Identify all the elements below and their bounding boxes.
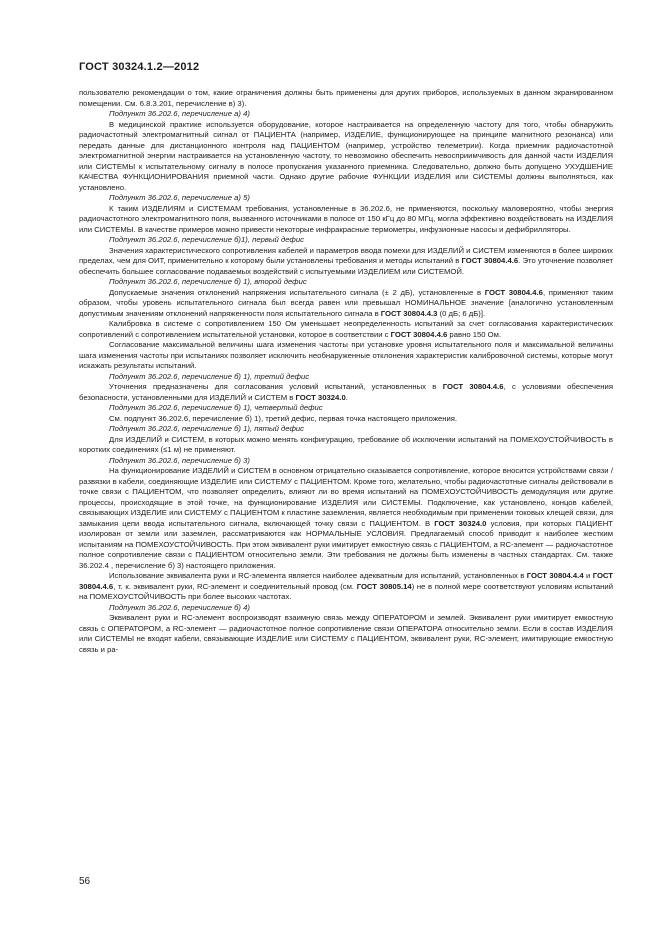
subclause-heading	[79, 109, 613, 120]
standard-reference: ГОСТ 30804.4.3	[380, 308, 438, 318]
body-paragraph	[79, 382, 613, 403]
text-run: Использование эквивалента руки и RC-элемента является наиболее адекватным для испытаний, установленных в	[109, 571, 527, 580]
page-header-title: ГОСТ 30324.1.2—2012	[79, 61, 200, 73]
subclause-heading	[79, 193, 613, 204]
text-run: и	[583, 571, 593, 580]
text-run: Подпункт 36.202.6, перечисление б) 4)	[109, 602, 250, 612]
text-run: ) не в полной мере соответствуют условиям испытаний на ПОМЕХОУСТОЙЧИВОСТЬ при более высоких частотах.	[79, 581, 614, 601]
text-run: условия, при которых ПАЦИЕНТ изолирован от земли или заземлен, рассматриваются как НОРМАЛЬНЫЕ УСЛОВИЯ. Предлагаемый способ приводит к наиболее жестким испытаниям на ПОМЕХОУСТОЙЧИВОСТЬ. При этом эквивалент руки имитирует емкостную связь с ПАЦИЕНТОМ, а RC-элемент — радиочастотное полное сопротивление связи с ПАЦИЕНТОМ относительно земли. Эти требования не должны быть изменены в частных стандартах. См. также 36.202.4 , перечисление б) 3) настоящего приложения.	[79, 518, 614, 570]
body-paragraph	[79, 88, 613, 109]
body-paragraph	[79, 204, 613, 236]
text-run: На функционирование ИЗДЕЛИЙ и СИСТЕМ в основном отрицательно сказывается сопротивление, которое вносится устройствами связи / развязки в кабели, соединяющие ИЗДЕЛИЕ или СИСТЕМУ с ПАЦИЕНТОМ. Кроме того, желательно, чтобы радиочастотные сигналы действовали в точке связи с ПАЦИЕНТОМ, что позволяет определить, влияют ли во время испытаний на ПОМЕХОУСТОЙЧИВОСТЬ демодуляция или другие процессы, происходящие в этой точке, на функционирование ИЗДЕЛИЯ или СИСТЕМЫ. Подключение, как установлено, концов кабелей, связывающих ИЗДЕЛИЕ или СИСТЕМУ с ПАЦИЕНТОМ к пластине заземления, является необходимым при применении токовых клещей связи, для замыкания цепи ввода испытательного сигнала, включающей точку связи с ПАЦИЕНТОМ. В	[79, 466, 613, 528]
subclause-heading	[79, 424, 613, 435]
text-run: пользователю рекомендации о том, какие ограничения должны быть применены для других приборов, используемых в данном экранированном помещении. См. 6.8.3.201, перечисление в) 3).	[79, 88, 613, 108]
text-run: Допускаемые значения отклонений напряжения испытательного сигнала (± 2 дБ), установленные в	[109, 287, 485, 297]
text-run: Уточнения предназначены для согласования условий испытаний, установленных в	[109, 382, 443, 391]
text-run: Подпункт 36.202.6, перечисление б) 3)	[109, 455, 250, 465]
body-paragraph	[79, 414, 613, 425]
subclause-heading	[79, 372, 613, 383]
text-run: См. подпункт 36.202.6, перечисление б) 1), третий дефис, первая точка настоящего приложения.	[109, 413, 458, 423]
text-run: равно 150 Ом.	[447, 329, 502, 339]
text-run: (0 дБ; 6 дБ)].	[437, 308, 486, 318]
text-run: Подпункт 36.202.6, перечисление а) 4)	[109, 109, 250, 118]
text-run: Подпункт 36.202.6, перечисление б) 1), второй дефис	[109, 277, 307, 286]
body-paragraph	[79, 340, 613, 372]
body-paragraph	[79, 120, 613, 194]
body-paragraph	[79, 246, 613, 278]
standard-reference: ГОСТ 30804.4.6	[442, 382, 504, 391]
text-run: Подпункт 36.202.6, перечисление б)1), первый дефис	[109, 235, 304, 244]
text-run: Подпункт 36.202.6, перечисление б) 1), пятый дефис	[109, 424, 305, 433]
text-run: Калибровка в системе с сопротивлением 150 Ом уменьшает неопределенность испытаний за счет согласования характеристических сопротивлений с сопротивлением испытательной установки, которое в соответствии с	[79, 319, 613, 339]
standard-reference: ГОСТ 30804.4.6	[79, 571, 613, 591]
text-run: Для ИЗДЕЛИЙ и СИСТЕМ, в которых можно менять конфигурацию, требование об исключении испытаний на ПОМЕХОУСТОЙЧИВОСТЬ в коротких соединениях (≤1 м) не применяют.	[79, 434, 613, 454]
standard-reference: ГОСТ 30804.4.6	[390, 329, 448, 339]
subclause-heading	[79, 456, 613, 467]
document-body	[79, 88, 613, 655]
body-paragraph	[79, 288, 613, 320]
body-paragraph	[79, 571, 613, 603]
body-paragraph	[79, 319, 613, 340]
subclause-heading	[79, 403, 613, 414]
text-run: Подпункт 36.202.6, перечисление б) 1), третий дефис	[109, 371, 310, 381]
body-paragraph	[79, 466, 613, 571]
text-run: В медицинской практике используется оборудование, которое настраивается на определенную частоту для того, чтобы обнаружить радиочастотный электромагнитный сигнал от ПАЦИЕНТА (например, ИЗДЕЛИЕ, функционирующее на принципе магнитного резонанса) или передать данные для дистанционного контроля над ПАЦИЕНТОМ (например, устройство телеметрии). Когда приемник радиочастотной электромагнитной энергии настраивается на установленную частоту, то невозможно обеспечить невосприимчивость для данной части ИЗДЕЛИЯ или СИСТЕМЫ к испытательному сигналу в полосе пропускания указанного приемника. Следовательно, должно быть допущено УХУДШЕНИЕ КАЧЕСТВА ФУНКЦИОНИРОВАНИЯ приемной части. Однако другие рабочие ФУНКЦИИ ИЗДЕЛИЯ или СИСТЕМЫ должны выполняться, как установлено.	[79, 119, 613, 192]
standard-reference: ГОСТ 30804.4.6	[461, 256, 519, 265]
text-run: . Это уточнение позволяет обеспечить большее согласование подаваемых воздействий с испытуемыми ИЗДЕЛИЕМ или СИСТЕМОЙ.	[79, 256, 613, 276]
body-paragraph	[79, 613, 613, 655]
text-run: Значения характеристического сопротивления кабелей и параметров ввода помехи для ИЗДЕЛИЙ и СИСТЕМ изменяются в более широких пределах, чем для ОИТ, применительно к которому были установлены требования и методы испытаний в	[79, 245, 613, 265]
text-run: Подпункт 36.202.6, перечисление а) 5)	[109, 193, 250, 202]
text-run: Подпункт 36.202.6, перечисление б) 1), четвертый дефис	[109, 403, 323, 412]
text-run: .	[345, 392, 348, 402]
page-number: 56	[79, 876, 91, 887]
subclause-heading	[79, 235, 613, 246]
standard-reference: ГОСТ 30805.14	[356, 581, 412, 591]
text-run: К таким ИЗДЕЛИЯМ и СИСТЕМАМ требования, установленные в 36.202.6, не применяются, поскольку маловероятно, чтобы энергия радиочастотного электромагнитного поля, вызванного источниками в полосе от 150 кГц до 80 МГц, могла эффективно воздействовать на ИЗДЕЛИЯ или СИСТЕМЫ. В качестве примеров можно привести некоторые инфракрасные термометры, инфузионные насосы и дефибрилляторы.	[79, 203, 613, 234]
text-run: , т. к. эквивалент руки, RC-элемент и соединительный провод (см.	[113, 581, 357, 591]
standard-reference: ГОСТ 30324.0	[295, 392, 346, 402]
text-run: Согласование максимальной величины шага изменения частоты при установке уровня испытательного поля и максимальной величины шага изменения частоты при испытаниях позволяет исключить необнаруженные отклонения характеристик калибровочной системы, которые могут искажать результаты испытаний.	[79, 340, 613, 370]
subclause-heading	[79, 277, 613, 288]
text-run: , с условиями обеспечения безопасности, установленными для ИЗДЕЛИЙ и СИСТЕМ в	[79, 382, 613, 402]
standard-reference: ГОСТ 30804.4.6	[484, 287, 543, 297]
standard-reference: ГОСТ 30324.0	[434, 518, 487, 528]
subclause-heading	[79, 603, 613, 614]
text-run: Эквивалент руки и RC-элемент воспроизводят взаимную связь между ОПЕРАТОРОМ и землей. Эквивалент руки имитирует емкостную связь с ОПЕРАТОРОМ, а RC-элемент — радиочастотное полное сопротивление связи ОПЕРАТОРА относительно земли. Если в состав ИЗДЕЛИЯ или СИСТЕМЫ не входят кабели, связывающие ИЗДЕЛИЕ или СИСТЕМУ с ПАЦИЕНТОМ, эквивалент руки, RC-элемент, имитирующие емкостную связь и ра-	[79, 613, 613, 654]
standard-reference: ГОСТ 30804.4.4	[526, 571, 584, 580]
text-run: , применяют таким образом, чтобы уровень испытательного сигнала был всегда равен или превышал НОМИНАЛЬНОЕ значение [аналогично установленным допустимым значениям отклонений напряженности поля испытательного сигнала в	[79, 287, 613, 318]
body-paragraph	[79, 435, 613, 456]
